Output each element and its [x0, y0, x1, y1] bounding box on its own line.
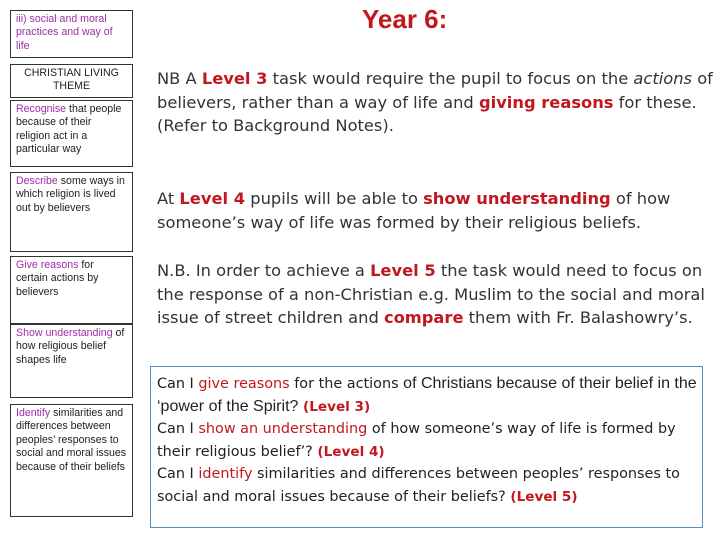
question-skill: give reasons — [198, 376, 290, 392]
question-level-badge: (Level 4) — [317, 443, 385, 460]
objective-identify — [10, 404, 133, 517]
questions-panel — [150, 366, 703, 528]
note-text: At — [157, 189, 180, 208]
question-skill: show an understanding — [198, 421, 368, 437]
level5-note — [157, 259, 717, 330]
page-title: Year 6: — [362, 4, 448, 34]
question-level5 — [157, 463, 698, 508]
note-text: for these. — [613, 92, 697, 112]
level3-note — [157, 67, 717, 138]
note-text: the task would need to focus on the response of a non-Christian e.g. Muslim to the social and moral issue of street children and — [157, 261, 705, 327]
question-level3 — [157, 373, 698, 418]
level4-note — [157, 187, 717, 234]
theme-box — [10, 64, 133, 98]
objective-text: that people because of their religion act in a particular way — [16, 103, 122, 156]
question-text: similarities and differences between peoples’ responses to social and moral issues because of their beliefs? — [157, 466, 680, 505]
question-text: of how someone’s way of life is formed by their religious belief’? — [157, 421, 676, 460]
strand-box — [10, 10, 133, 58]
note-text: task would require the pupil to focus on the — [267, 69, 634, 88]
question-text: Can I — [157, 421, 199, 437]
note-emphasis: actions — [633, 69, 693, 88]
note-level-highlight: Level 4 — [179, 189, 246, 208]
objective-give-reasons — [10, 256, 133, 324]
question-level-badge: (Level 5) — [510, 488, 578, 505]
note-skill-highlight: show understanding — [423, 189, 611, 208]
objective-verb: Give reasons — [16, 259, 79, 271]
objective-verb: Describe — [16, 175, 58, 187]
note-level-highlight: Level 3 — [201, 69, 268, 88]
objective-verb: Recognise — [16, 103, 67, 115]
question-skill: identify — [198, 466, 253, 482]
note-text: of how someone’s way of life was formed by their religious beliefs. — [157, 189, 671, 232]
theme-label: CHRISTIAN LIVING THEME — [24, 67, 119, 93]
note-text: pupils will be able to — [245, 189, 424, 208]
objective-verb: Show understanding — [16, 327, 113, 339]
objective-describe — [10, 172, 133, 252]
note-text: of believers, rather than a way of life and — [157, 69, 713, 112]
question-level4 — [157, 418, 698, 463]
objective-text: for certain actions by believers — [16, 259, 99, 298]
question-text: Can I — [157, 466, 199, 482]
objective-text: some ways in which religion is lived out by believers — [16, 175, 125, 214]
strand-label: iii) social and moral practices and way of life — [16, 13, 113, 52]
note-text: N.B. In order to achieve a — [157, 261, 371, 280]
question-text: Can I — [157, 376, 199, 392]
note-skill-highlight: giving reasons — [478, 92, 614, 112]
note-text: NB A — [157, 69, 202, 88]
question-text: of Christians because of their belief in the ‘power of the Spirit? — [157, 375, 697, 415]
question-level-badge: (Level 3) — [302, 398, 371, 415]
note-reference: (Refer to Background Notes). — [157, 116, 394, 135]
objective-text: similarities and differences between peoples’ responses to social and moral issues because of their beliefs — [16, 407, 127, 473]
objective-verb: Identify — [16, 407, 51, 419]
objective-show-understanding — [10, 324, 133, 398]
question-text: for the actions — [289, 376, 404, 392]
note-level-highlight: Level 5 — [370, 261, 436, 280]
note-text: them with Fr. Balashowry’s. — [463, 308, 693, 327]
objective-recognise — [10, 100, 133, 167]
objective-text: of how religious belief shapes life — [16, 327, 125, 366]
note-skill-highlight: compare — [383, 308, 464, 327]
